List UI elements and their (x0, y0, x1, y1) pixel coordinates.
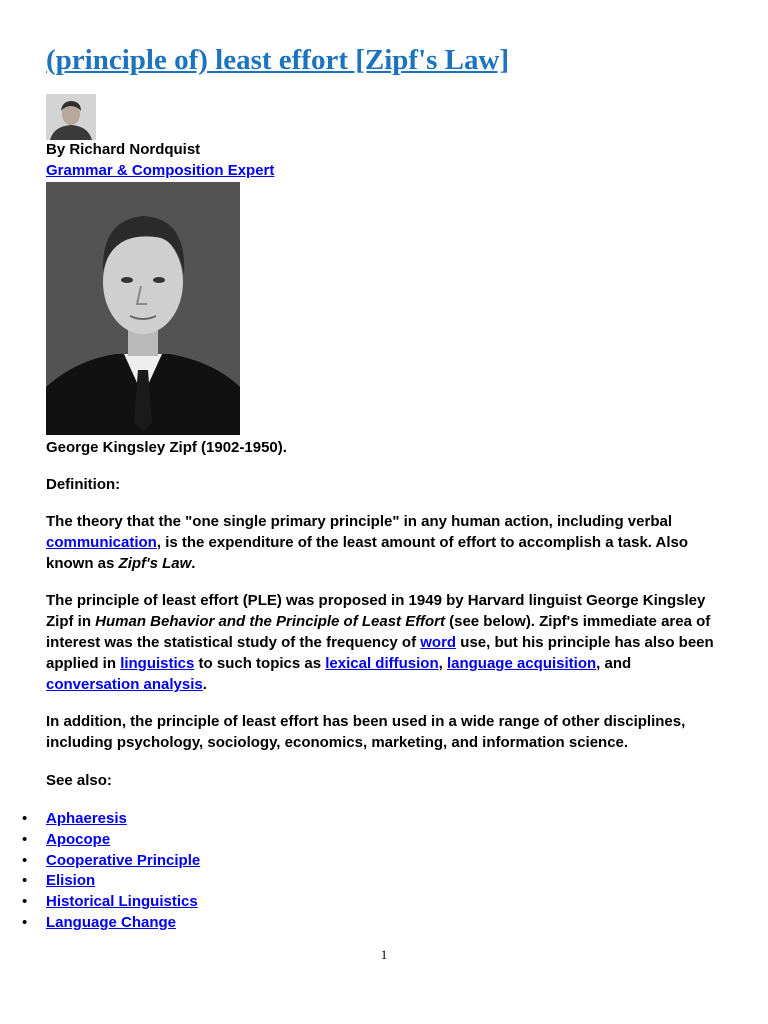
portrait-photo (46, 182, 240, 435)
history-paragraph (46, 590, 728, 695)
page-title[interactable]: (principle of) least effort [Zipf's Law] (46, 44, 510, 76)
see-also-list (22, 809, 200, 934)
text-run: . (202, 676, 207, 693)
list-item (22, 871, 200, 892)
link-elision[interactable]: Elision (46, 872, 96, 890)
bullet: • (22, 810, 28, 827)
photo-caption: George Kingsley Zipf (1902-1950). (46, 439, 287, 456)
link-lexical-diffusion[interactable]: lexical diffusion (325, 655, 439, 672)
link-aphaeresis[interactable]: Aphaeresis (46, 810, 127, 827)
author-role-link[interactable]: Grammar & Composition Expert (46, 162, 275, 179)
author-byline: By Richard Nordquist (46, 141, 201, 158)
link-conversation-analysis[interactable]: conversation analysis (46, 676, 203, 693)
link-historical-linguistics[interactable]: Historical Linguistics (46, 893, 198, 911)
link-communication[interactable]: communication (46, 534, 157, 551)
link-language-change[interactable]: Language Change (46, 913, 177, 931)
bullet: • (22, 851, 28, 869)
emphasis-book-title: Human Behavior and the Principle of Least Effort (95, 613, 445, 630)
link-language-acquisition[interactable]: language acquisition (446, 655, 597, 672)
bullet: • (22, 872, 28, 890)
link-linguistics[interactable]: linguistics (120, 655, 195, 672)
text-run: , and (596, 655, 632, 672)
text-run: , (438, 655, 447, 672)
link-apocope[interactable]: Apocope (46, 830, 111, 848)
definition-heading: Definition: (46, 476, 121, 493)
disciplines-paragraph: In addition, the principle of least effort has been used in a wide range of other disciplines, including psychology, sociology, economics, marketing, and information science. (46, 713, 686, 751)
list-item (22, 892, 200, 913)
definition-paragraph (46, 511, 728, 574)
text-run: . (191, 555, 196, 572)
list-item (22, 830, 200, 851)
list-item (22, 913, 200, 934)
text-run: The theory that the "one single primary principle" in any human action, including verbal (46, 513, 672, 530)
bullet: • (22, 830, 28, 848)
link-word[interactable]: word (420, 634, 457, 651)
see-also-heading: See also: (46, 772, 112, 789)
emphasis-zipfs-law: Zipf's Law (118, 555, 192, 572)
text-run: (see below). Zipf's immediate area of interest was the statistical study of the frequency of (46, 613, 711, 651)
bullet: • (22, 913, 28, 931)
text-run: The principle of least effort (PLE) was proposed in 1949 by Harvard linguist George Kingsley Zipf in (46, 592, 706, 630)
bullet: • (22, 893, 28, 911)
text-run: to such topics as (194, 655, 326, 672)
link-cooperative-principle[interactable]: Cooperative Principle (46, 851, 201, 869)
text-run: , is the expenditure of the least amount of effort to accomplish a task. Also known as (46, 534, 689, 572)
list-item (22, 809, 200, 830)
text-run: use, but his principle has also been applied in (46, 634, 714, 672)
author-thumbnail (46, 94, 96, 140)
page-number: 1 (380, 947, 388, 962)
list-item (22, 851, 200, 872)
